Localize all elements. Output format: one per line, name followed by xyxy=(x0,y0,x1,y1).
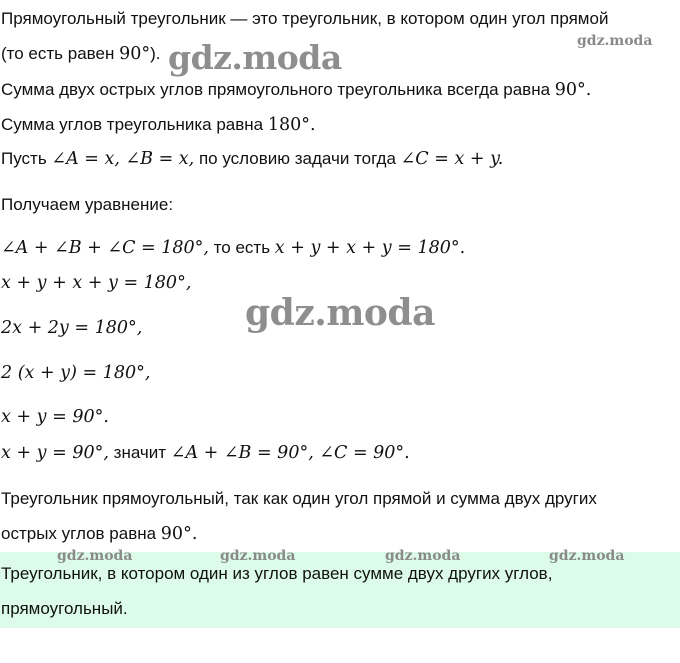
definition-cont-post: ). xyxy=(150,44,161,63)
watermark-small-1: gdz.moda xyxy=(57,548,133,564)
math-angles-ab: ∠A = x, ∠B = x, xyxy=(51,149,195,169)
watermark-small: gdz.moda xyxy=(577,33,653,49)
math-180: 180°. xyxy=(267,115,316,135)
math-line-step3 xyxy=(1,362,150,384)
math-step1: x + y + x + y = 180°, xyxy=(1,273,192,293)
reason-text: Треугольник прямоугольный, так как один угол прямой и сумма двух других xyxy=(1,489,597,508)
watermark-logo-center: gdz.moda xyxy=(245,292,435,334)
let-condition-text: по условию задачи тогда xyxy=(194,149,401,168)
watermark-logo: gdz.moda xyxy=(168,38,342,77)
conclusion-text-2: прямоугольный. xyxy=(1,599,128,618)
math-line-step1 xyxy=(1,272,191,294)
text-line-let xyxy=(1,148,503,170)
math-result-angles: ∠A + ∠B = 90°, ∠C = 90°. xyxy=(170,443,410,463)
math-angle-c: ∠C = x + y. xyxy=(400,149,504,169)
math-result-xy: x + y = 90°, xyxy=(1,443,109,463)
math-90: 90° xyxy=(119,44,151,64)
triangle-sum-text: Сумма углов треугольника равна xyxy=(1,115,268,134)
acute-sum-text: Сумма двух острых углов прямоугольного треугольника всегда равна xyxy=(1,80,555,99)
math-sum-xy: x + y + x + y = 180°. xyxy=(274,238,466,258)
math-line-step4 xyxy=(1,406,109,428)
text-line-reason xyxy=(1,488,597,510)
text-line-acute-sum xyxy=(1,79,591,101)
reason-cont-text: острых углов равна xyxy=(1,524,161,543)
text-line-reason-cont xyxy=(1,523,197,545)
math-step3: 2 (x + y) = 180°, xyxy=(1,363,151,383)
math-sum-angles: ∠A + ∠B + ∠C = 180°, xyxy=(1,238,209,258)
text-line-equation-label xyxy=(1,194,173,216)
conclusion-line-1 xyxy=(1,563,552,585)
definition-text: Прямоугольный треугольник — это треугольник, в котором один угол прямой xyxy=(1,9,609,28)
watermark-small-3: gdz.moda xyxy=(385,548,461,564)
definition-cont-pre: (то есть равен xyxy=(1,44,120,63)
text-line-definition-cont xyxy=(1,43,161,65)
math-step2: 2x + 2y = 180°, xyxy=(1,318,143,338)
equation-label: Получаем уравнение: xyxy=(1,195,174,214)
math-line-result xyxy=(1,442,410,464)
math-line-step2 xyxy=(1,317,142,339)
math-line-sum-angles xyxy=(1,237,465,259)
let-text: Пусть xyxy=(1,149,52,168)
conclusion-text-1: Треугольник, в котором один из углов равен сумме двух других углов, xyxy=(1,564,553,583)
math-90-reason: 90°. xyxy=(160,524,198,544)
watermark-small-2: gdz.moda xyxy=(220,548,296,564)
conclusion-line-2 xyxy=(1,598,128,620)
text-line-definition xyxy=(1,8,608,30)
math-90-acute: 90°. xyxy=(554,80,592,100)
math-step4: x + y = 90°. xyxy=(1,407,109,427)
text-line-triangle-sum xyxy=(1,114,316,136)
therefore-text: значит xyxy=(108,443,171,462)
watermark-small-4: gdz.moda xyxy=(549,548,625,564)
that-is-text: то есть xyxy=(208,238,275,257)
